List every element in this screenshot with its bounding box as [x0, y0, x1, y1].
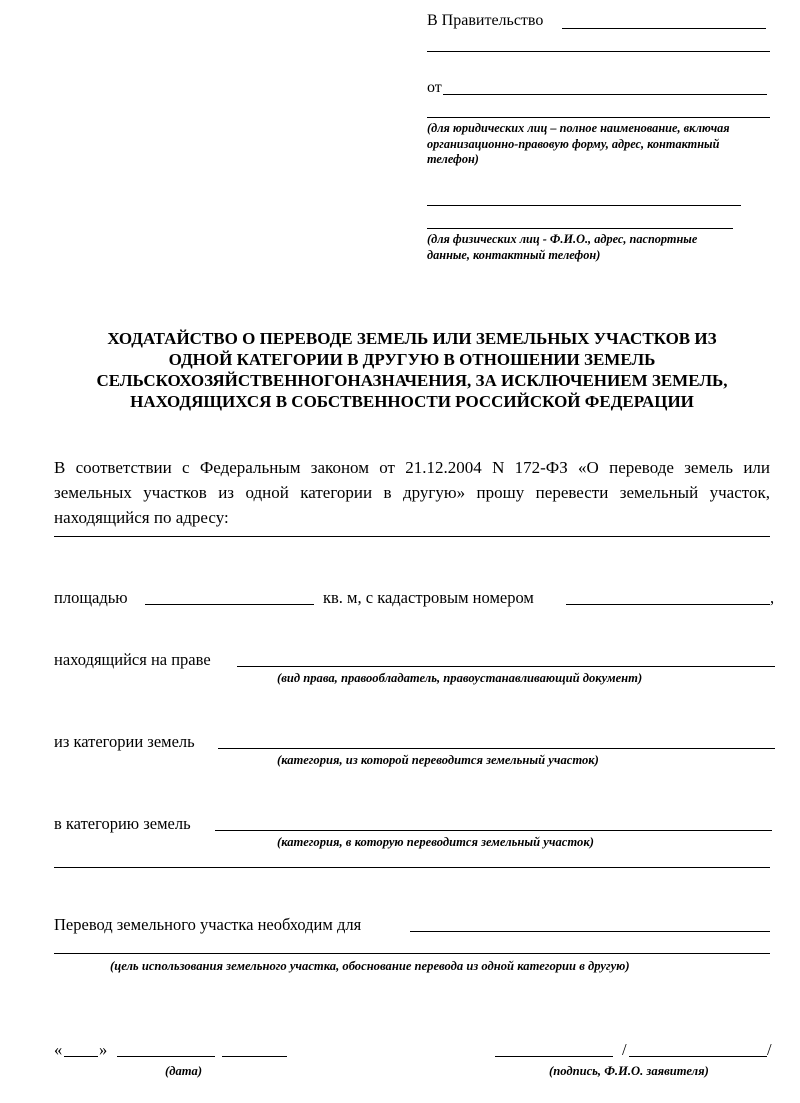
slash-right: / [767, 1040, 772, 1059]
date-year-field[interactable] [222, 1056, 287, 1057]
date-quote-open: « [54, 1040, 63, 1059]
purpose-field-line-2[interactable] [54, 953, 770, 954]
from-category-field[interactable] [218, 748, 775, 749]
date-note: (дата) [165, 1064, 203, 1078]
applicant-name-field[interactable] [629, 1056, 767, 1057]
right-field[interactable] [237, 666, 775, 667]
right-label: находящийся на праве [54, 650, 211, 669]
date-day-field[interactable] [64, 1056, 98, 1057]
cadastral-number-field[interactable] [566, 604, 770, 605]
to-field[interactable] [562, 28, 766, 29]
to-label: В Правительство [427, 12, 544, 29]
to-category-label: в категорию земель [54, 814, 191, 833]
signature-field[interactable] [495, 1056, 613, 1057]
to-category-field[interactable] [215, 830, 772, 831]
individual-field-line-2[interactable] [427, 228, 733, 229]
date-month-field[interactable] [117, 1056, 215, 1057]
purpose-field[interactable] [410, 931, 770, 932]
to-category-note: (категория, в которую переводится земельный участок) [277, 835, 594, 849]
document-title: ХОДАТАЙСТВО О ПЕРЕВОДЕ ЗЕМЕЛЬ ИЛИ ЗЕМЕЛЬНЫХ УЧАСТКОВ ИЗ ОДНОЙ КАТЕГОРИИ В ДРУГУЮ В ОТНОШЕНИИ ЗЕМЕЛЬ СЕЛЬСКОХОЗЯЙСТВЕННОГОНАЗНАЧЕНИЯ, ЗА ИСКЛЮЧЕНИЕМ ЗЕМЕЛЬ, НАХОДЯЩИХСЯ В СОБСТВЕННОСТИ РОССИЙСКОЙ ФЕДЕРАЦИИ [96, 329, 728, 411]
from-category-label: из категории земель [54, 732, 195, 751]
area-unit-label: кв. м, с кадастровым номером [323, 588, 534, 607]
legal-entity-note: (для юридических лиц – полное наименование, включая организационно-правовую форму, адрес, контактный телефон) [427, 121, 730, 166]
signature-note: (подпись, Ф.И.О. заявителя) [549, 1064, 709, 1078]
area-field[interactable] [145, 604, 314, 605]
from-label: от [427, 79, 442, 96]
purpose-note: (цель использования земельного участка, обоснование перевода из одной категории в другую) [110, 959, 630, 973]
to-category-field-line-2[interactable] [54, 867, 770, 868]
individual-field[interactable] [427, 205, 741, 206]
area-label: площадью [54, 588, 128, 607]
area-end-comma: , [770, 588, 775, 607]
purpose-label: Перевод земельного участка необходим для [54, 915, 362, 934]
from-field-line-2[interactable] [427, 117, 770, 118]
to-field-line-2[interactable] [427, 51, 770, 52]
from-field[interactable] [443, 94, 767, 95]
address-field[interactable] [54, 536, 770, 537]
individual-note: (для физических лиц - Ф.И.О., адрес, паспортные данные, контактный телефон) [427, 232, 698, 262]
date-quote-close: » [99, 1040, 108, 1059]
right-note: (вид права, правообладатель, правоустанавливающий документ) [277, 671, 643, 685]
intro-paragraph: В соответствии с Федеральным законом от 21.12.2004 N 172-ФЗ «О переводе земель или земельных участков из одной категории в другую» прошу перевести земельный участок, находящийся по адресу: [54, 458, 770, 527]
slash-left: / [622, 1040, 627, 1059]
from-category-note: (категория, из которой переводится земельный участок) [277, 753, 599, 767]
